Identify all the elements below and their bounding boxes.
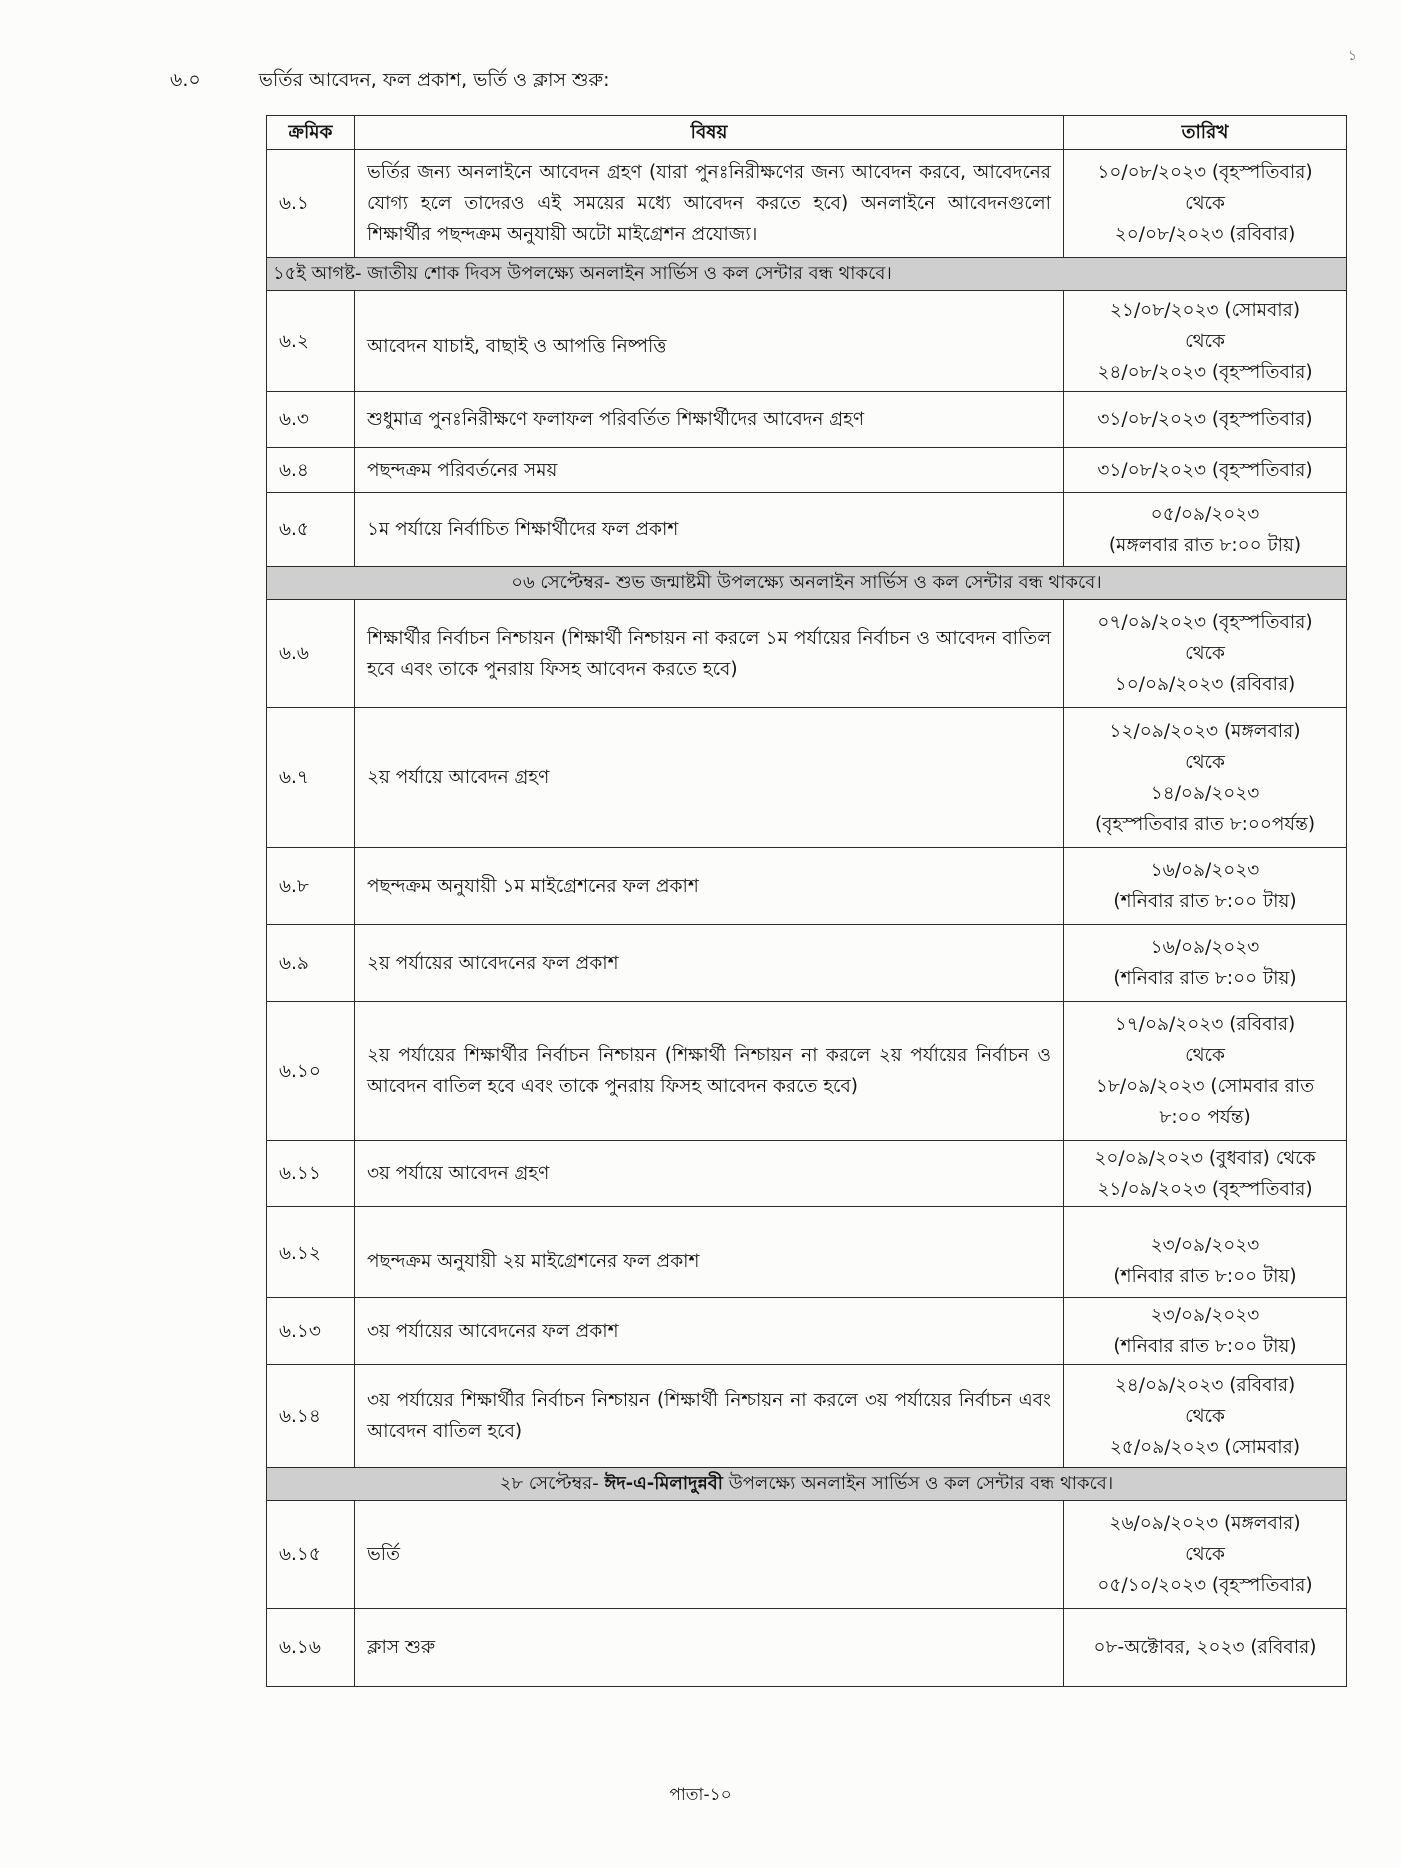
notice-text: ০৬ সেপ্টেম্বর- শুভ জন্মাষ্টমী উপলক্ষ্যে অনলাইন সার্ভিস ও কল সেন্টার বন্ধ থাকবে। [267, 567, 1347, 600]
row-date: ২৩/০৯/২০২৩ (শনিবার রাত ৮:০০ টায়) [1064, 1298, 1347, 1365]
row-date: ২৩/০৯/২০২৩ (শনিবার রাত ৮:০০ টায়) [1064, 1207, 1347, 1298]
row-date: ১০/০৮/২০২৩ (বৃহস্পতিবার) থেকে ২০/০৮/২০২৩ (রবিবার) [1064, 150, 1347, 258]
row-serial: ৬.১০ [267, 1002, 355, 1141]
row-date: ৩১/০৮/২০২৩ (বৃহস্পতিবার) [1064, 448, 1347, 493]
row-serial: ৬.১২ [267, 1207, 355, 1298]
table-row [267, 1141, 1347, 1207]
row-serial: ৬.১৬ [267, 1609, 355, 1687]
row-serial: ৬.৯ [267, 925, 355, 1002]
table-row [267, 1501, 1347, 1609]
table-row [267, 1002, 1347, 1141]
row-serial: ৬.৫ [267, 493, 355, 567]
row-serial: ৬.১৪ [267, 1365, 355, 1468]
row-serial: ৬.১১ [267, 1141, 355, 1207]
header-serial: ক্রমিক [267, 116, 355, 150]
section-number: ৬.০ [170, 69, 201, 91]
row-subject: ৩য় পর্যায়ের শিক্ষার্থীর নির্বাচন নিশ্চায়ন (শিক্ষার্থী নিশ্চায়ন না করলে ৩য় পর্যায়ের নির্বাচন এবং আবেদন বাতিল হবে) [355, 1365, 1064, 1468]
table-row [267, 1365, 1347, 1468]
row-date: ১৭/০৯/২০২৩ (রবিবার) থেকে ১৮/০৯/২০২৩ (সোমবার রাত ৮:০০ পর্যন্ত) [1064, 1002, 1347, 1141]
section-title: ভর্তির আবেদন, ফল প্রকাশ, ভর্তি ও ক্লাস শুরু: [258, 69, 610, 91]
row-serial: ৬.৮ [267, 848, 355, 925]
notice-text: ২৮ সেপ্টেম্বর- ঈদ-এ-মিলাদুন্নবী উপলক্ষ্যে অনলাইন সার্ভিস ও কল সেন্টার বন্ধ থাকবে। [267, 1468, 1347, 1501]
notice-row [267, 567, 1347, 600]
table-row [267, 1609, 1347, 1687]
row-subject: ২য় পর্যায়ের আবেদনের ফল প্রকাশ [355, 925, 1064, 1002]
row-subject: শিক্ষার্থীর নির্বাচন নিশ্চায়ন (শিক্ষার্থী নিশ্চায়ন না করলে ১ম পর্যায়ের নির্বাচন ও আবেদন বাতিল হবে এবং তাকে পুনরায় ফিসহ আবেদন করতে হবে) [355, 600, 1064, 708]
row-subject: ক্লাস শুরু [355, 1609, 1064, 1687]
row-subject: ৩য় পর্যায়ে আবেদন গ্রহণ [355, 1141, 1064, 1207]
page-number: পাতা-১০ [669, 1785, 732, 1805]
section-heading [170, 66, 609, 98]
row-date: ১৬/০৯/২০২৩ (শনিবার রাত ৮:০০ টায়) [1064, 848, 1347, 925]
margin-mark: ১ [1347, 48, 1357, 64]
table-row [267, 925, 1347, 1002]
row-date: ০৭/০৯/২০২৩ (বৃহস্পতিবার) থেকে ১০/০৯/২০২৩ (রবিবার) [1064, 600, 1347, 708]
row-subject: ভর্তি [355, 1501, 1064, 1609]
row-serial: ৬.১৫ [267, 1501, 355, 1609]
row-subject: শুধুমাত্র পুনঃনিরীক্ষণে ফলাফল পরিবর্তিত শিক্ষার্থীদের আবেদন গ্রহণ [355, 392, 1064, 448]
notice-text: ১৫ই আগষ্ট- জাতীয় শোক দিবস উপলক্ষ্যে অনলাইন সার্ভিস ও কল সেন্টার বন্ধ থাকবে। [267, 258, 1347, 291]
table-row [267, 1207, 1347, 1298]
row-serial: ৬.৬ [267, 600, 355, 708]
row-serial: ৬.৩ [267, 392, 355, 448]
table-row [267, 150, 1347, 258]
header-subject: বিষয় [355, 116, 1064, 150]
table-row [267, 392, 1347, 448]
table-row [267, 1298, 1347, 1365]
table-header-row [267, 116, 1347, 150]
row-serial: ৬.১৩ [267, 1298, 355, 1365]
admission-schedule-table [266, 115, 1347, 1687]
row-date: ০৮-অক্টোবর, ২০২৩ (রবিবার) [1064, 1609, 1347, 1687]
row-subject: ১ম পর্যায়ে নির্বাচিত শিক্ষার্থীদের ফল প্রকাশ [355, 493, 1064, 567]
table-row [267, 848, 1347, 925]
header-date: তারিখ [1064, 116, 1347, 150]
row-subject: ২য় পর্যায়ের শিক্ষার্থীর নির্বাচন নিশ্চায়ন (শিক্ষার্থী নিশ্চায়ন না করলে ২য় পর্যায়ের নির্বাচন ও আবেদন বাতিল হবে এবং তাকে পুনরায় ফিসহ আবেদন করতে হবে) [355, 1002, 1064, 1141]
row-subject: ২য় পর্যায়ে আবেদন গ্রহণ [355, 708, 1064, 848]
row-date: ০৫/০৯/২০২৩ (মঙ্গলবার রাত ৮:০০ টায়) [1064, 493, 1347, 567]
row-date: ১২/০৯/২০২৩ (মঙ্গলবার) থেকে ১৪/০৯/২০২৩ (বৃহস্পতিবার রাত ৮:০০পর্যন্ত) [1064, 708, 1347, 848]
row-date: ২৬/০৯/২০২৩ (মঙ্গলবার) থেকে ০৫/১০/২০২৩ (বৃহস্পতিবার) [1064, 1501, 1347, 1609]
table-row [267, 493, 1347, 567]
row-subject: ভর্তির জন্য অনলাইনে আবেদন গ্রহণ (যারা পুনঃনিরীক্ষণের জন্য আবেদন করবে, আবেদনের যোগ্য হলে তাদেরও এই সময়ের মধ্যে আবেদন করতে হবে) অনলাইনে আবেদনগুলো শিক্ষার্থীর পছন্দক্রম অনুযায়ী অটো মাইগ্রেশন প্রযোজ্য। [355, 150, 1064, 258]
table-row [267, 600, 1347, 708]
table-row [267, 448, 1347, 493]
row-date: ২০/০৯/২০২৩ (বুধবার) থেকে ২১/০৯/২০২৩ (বৃহস্পতিবার) [1064, 1141, 1347, 1207]
notice-row [267, 258, 1347, 291]
row-serial: ৬.২ [267, 291, 355, 392]
row-date: ২৪/০৯/২০২৩ (রবিবার) থেকে ২৫/০৯/২০২৩ (সোমবার) [1064, 1365, 1347, 1468]
row-subject: পছন্দক্রম অনুযায়ী ১ম মাইগ্রেশনের ফল প্রকাশ [355, 848, 1064, 925]
row-serial: ৬.১ [267, 150, 355, 258]
notice-row [267, 1468, 1347, 1501]
row-subject: ৩য় পর্যায়ের আবেদনের ফল প্রকাশ [355, 1298, 1064, 1365]
row-date: ৩১/০৮/২০২৩ (বৃহস্পতিবার) [1064, 392, 1347, 448]
row-subject: পছন্দক্রম অনুযায়ী ২য় মাইগ্রেশনের ফল প্রকাশ [355, 1207, 1064, 1298]
row-subject: পছন্দক্রম পরিবর্তনের সময় [355, 448, 1064, 493]
row-subject: আবেদন যাচাই, বাছাই ও আপত্তি নিষ্পত্তি [355, 291, 1064, 392]
row-serial: ৬.৪ [267, 448, 355, 493]
table-row [267, 708, 1347, 848]
row-date: ২১/০৮/২০২৩ (সোমবার) থেকে ২৪/০৮/২০২৩ (বৃহস্পতিবার) [1064, 291, 1347, 392]
row-serial: ৬.৭ [267, 708, 355, 848]
table-row [267, 291, 1347, 392]
row-date: ১৬/০৯/২০২৩ (শনিবার রাত ৮:০০ টায়) [1064, 925, 1347, 1002]
